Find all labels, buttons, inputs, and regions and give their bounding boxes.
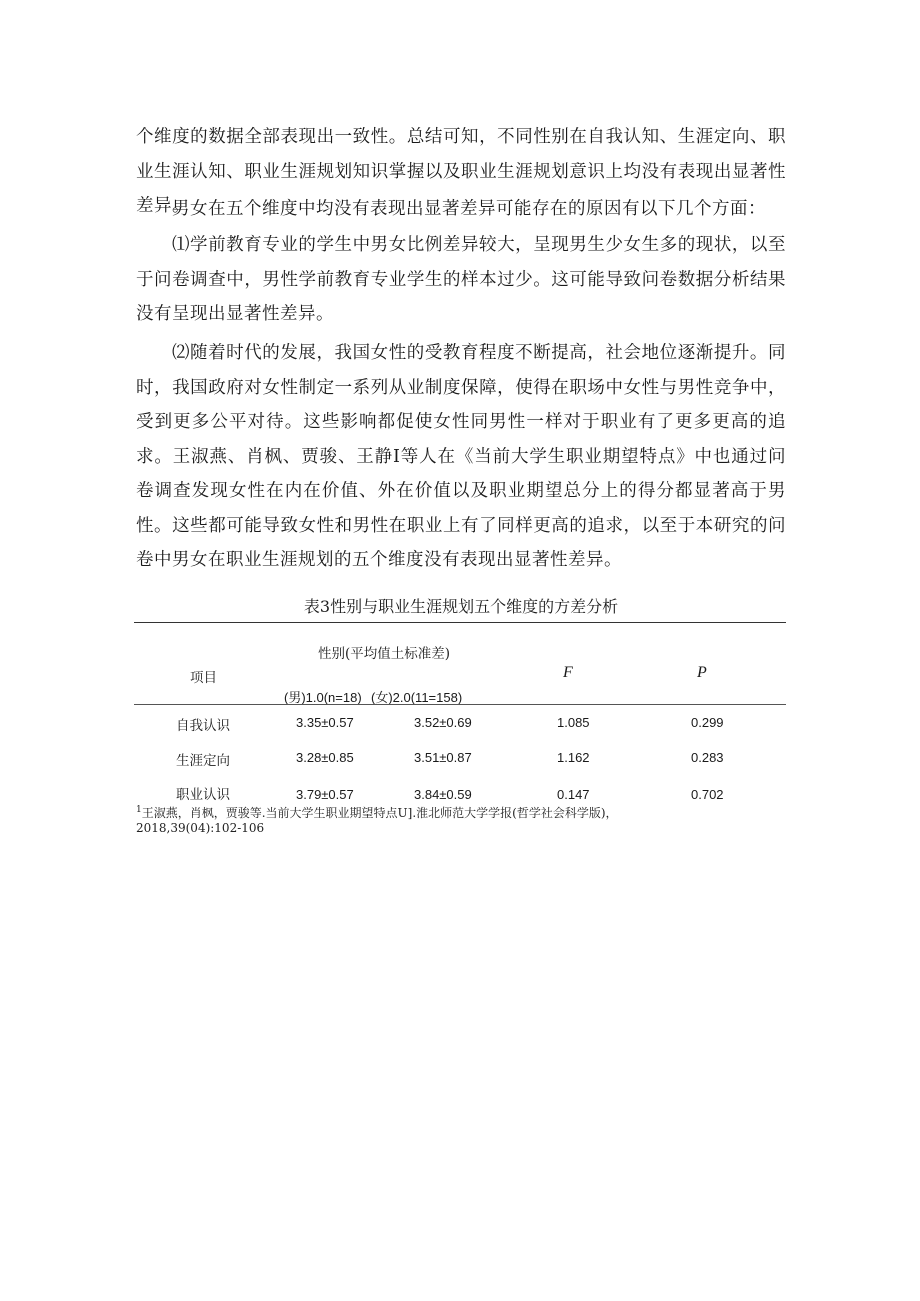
footnote-line-1 — [136, 802, 618, 822]
row-p: 0.299 — [691, 715, 724, 730]
row-p: 0.283 — [691, 750, 724, 765]
footnote-line-2: 2018,39(04):102-106 — [136, 821, 265, 835]
row-item: 自我认识 — [176, 718, 230, 734]
row-p: 0.702 — [691, 787, 724, 802]
header-group: 性别(平均值土标准差) — [318, 646, 451, 662]
row-f: 1.085 — [557, 715, 590, 730]
row-female: 3.52±0.69 — [414, 715, 472, 730]
row-item: 职业认识 — [176, 787, 230, 803]
row-item: 生涯定向 — [176, 753, 230, 769]
header-f: F — [563, 664, 573, 681]
row-male: 3.35±0.57 — [296, 715, 354, 730]
header-p: P — [697, 664, 707, 681]
row-f: 0.147 — [557, 787, 590, 802]
header-male: (男)1.0(n=18) — [284, 690, 362, 705]
row-female: 3.51±0.87 — [414, 750, 472, 765]
footnote-mark: 1 — [136, 805, 142, 815]
paragraph-summary: 个维度的数据全部表现出一致性。总结可知，不同性别在自我认知、生涯定向、职业生涯认知、职业生涯规划知识掌握以及职业生涯规划意识上均没有表现出显著性差异。 — [136, 127, 786, 216]
paragraph-reason-2: ⑵随着时代的发展，我国女性的受教育程度不断提高，社会地位逐渐提升。同时，我国政府对女性制定一系列从业制度保障，使得在职场中女性与男性竞争中，受到更多公平对待。这些影响都促使女性同男性一样对于职业有了更多更高的追求。王淑燕、肖枫、贾骏、王静I等人在《当前大学生职业期望特点》中也通过问卷调查发现女性在内在价值、外在价值以及职业期望总分上的得分都显著高于男性。这些都可能导致女性和男性在职业上有了同样更高的追求，以至于本研究的问卷中男女在职业生涯规划的五个维度没有表现出显著性差异。 — [136, 343, 786, 570]
row-male: 3.28±0.85 — [296, 750, 354, 765]
header-item: 项目 — [190, 670, 217, 686]
table-header-rule — [134, 704, 786, 705]
row-female: 3.84±0.59 — [414, 787, 472, 802]
row-male: 3.79±0.57 — [296, 787, 354, 802]
table-caption: 表3性别与职业生涯规划五个维度的方差分析 — [303, 597, 619, 616]
paragraph-reason-1: ⑴学前教育专业的学生中男女比例差异较大，呈现男生少女生多的现状，以至于问卷调查中，男性学前教育专业学生的样本过少。这可能导致问卷数据分析结果没有呈现出显著性差异。 — [136, 235, 786, 324]
table-top-rule — [134, 622, 786, 623]
header-female: (女)2.0(11=158) — [371, 690, 463, 705]
footnote-text: 王淑燕，肖枫，贾骏等.当前大学生职业期望特点U].淮北师范大学学报(哲学社会科学版)， — [141, 806, 618, 820]
row-f: 1.162 — [557, 750, 590, 765]
paragraph-reasons-intro: 男女在五个维度中均没有表现出显著差异可能存在的原因有以下几个方面： — [172, 199, 766, 219]
